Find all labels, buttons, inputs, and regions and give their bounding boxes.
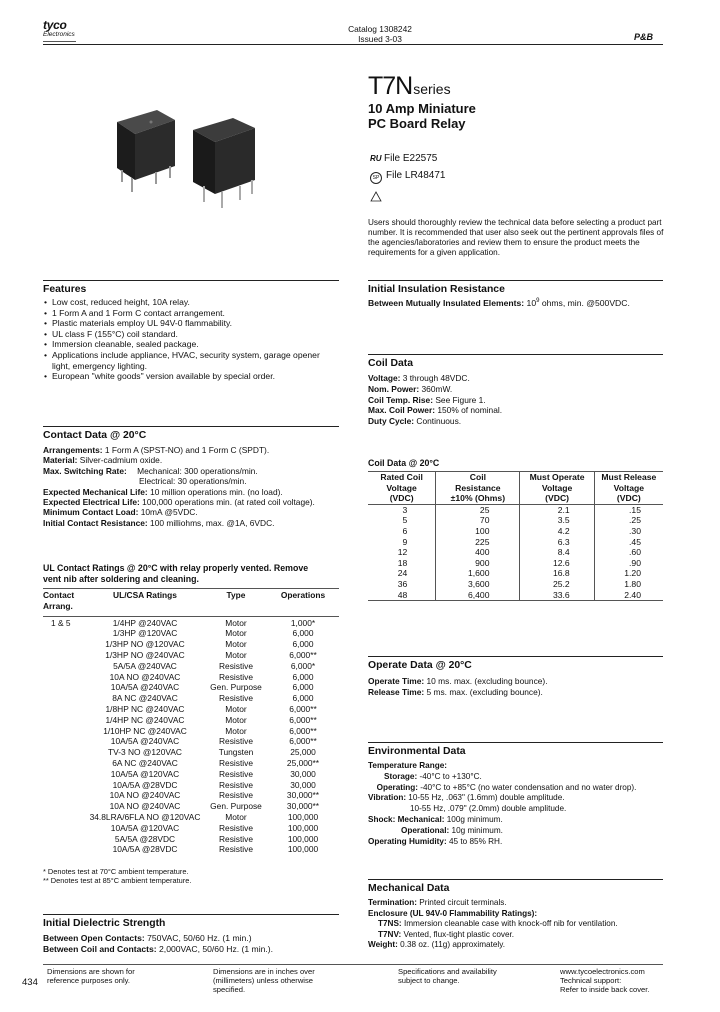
cell-arrangement bbox=[43, 704, 85, 715]
contact-arrangements: Arrangements: 1 Form A (SPST-NO) and 1 Form C (SPDT). bbox=[43, 445, 270, 455]
cell-type: Resistive bbox=[219, 768, 253, 779]
coil-data-table bbox=[368, 472, 663, 601]
env-shock-operational: Operational: 10g minimum. bbox=[401, 825, 503, 835]
cell-operations: 100,000 bbox=[287, 811, 319, 822]
mech-t7ns: T7NS: Immersion cleanable case with knock-off nib for ventilation. bbox=[378, 919, 618, 929]
table-row bbox=[43, 715, 339, 726]
cell-arrangement bbox=[43, 736, 85, 747]
cell-resistance: 900 bbox=[436, 558, 520, 569]
cell-arrangement bbox=[43, 726, 85, 737]
product-name-line1: 10 Amp Miniature bbox=[368, 101, 476, 116]
mech-enclosure: Enclosure (UL 94V-0 Flammability Ratings): bbox=[368, 908, 538, 918]
cell-rated-voltage: 6 bbox=[402, 525, 408, 536]
cell-rating: 10A/5A @28VDC bbox=[112, 844, 178, 855]
cell-must-release: .60 bbox=[594, 547, 663, 558]
cell-must-operate: 12.6 bbox=[520, 558, 594, 569]
contact-data-title: Contact Data @ 20°C bbox=[43, 430, 147, 441]
table-row bbox=[43, 736, 339, 747]
cell-arrangement bbox=[43, 715, 85, 726]
env-temp-range: Temperature Range: bbox=[368, 761, 448, 770]
ul-recognized-icon: RU bbox=[370, 154, 382, 163]
cell-resistance: 400 bbox=[436, 547, 520, 558]
cell-type: Resistive bbox=[219, 790, 253, 801]
issue-date: Issued 3-03 bbox=[358, 34, 402, 44]
table-row bbox=[43, 801, 339, 812]
cell-operations: 6,000** bbox=[289, 714, 317, 725]
cell-rating: 10A/5A @120VAC bbox=[110, 822, 180, 833]
cell-arrangement bbox=[43, 661, 85, 672]
table-row bbox=[43, 726, 339, 737]
cell-arrangement bbox=[43, 682, 85, 693]
cell-operations: 6,000 bbox=[292, 671, 314, 682]
table-row bbox=[43, 650, 339, 661]
cell-must-operate: 16.8 bbox=[520, 568, 594, 579]
cell-must-release: .30 bbox=[594, 526, 663, 537]
ul-table-body bbox=[43, 618, 339, 856]
table-row bbox=[43, 639, 339, 650]
cell-operations: 100,000 bbox=[287, 844, 319, 855]
dielectric-open-contacts: Between Open Contacts: 750VAC, 50/60 Hz. (1 min.) bbox=[43, 933, 252, 943]
cell-type: Resistive bbox=[219, 736, 253, 747]
cell-must-release: 1.20 bbox=[594, 568, 663, 579]
cell-arrangement bbox=[43, 672, 85, 683]
coil-table-header bbox=[368, 472, 663, 504]
coil-temp-rise: Coil Temp. Rise: See Figure 1. bbox=[368, 394, 486, 405]
cell-rating: 1/4HP NC @240VAC bbox=[105, 714, 185, 725]
cell-rating: 34.8LRA/6FLA NO @120VAC bbox=[89, 811, 201, 822]
col-contact-arrang: Contact Arrang. bbox=[43, 590, 75, 611]
cell-resistance: 25 bbox=[436, 504, 520, 515]
table-row bbox=[43, 844, 339, 855]
mech-termination: Termination: Printed circuit terminals. bbox=[368, 898, 507, 907]
env-operating: Operating: -40°C to +85°C (no water condensation and no water drop). bbox=[376, 782, 637, 792]
cell-arrangement bbox=[43, 812, 85, 823]
series-title bbox=[368, 72, 451, 103]
env-vibration: Vibration: 10-55 Hz, .063" (1.6mm) double amplitude. bbox=[368, 793, 565, 803]
feature-item: • Low cost, reduced height, 10A relay. bbox=[43, 297, 333, 308]
cell-rating: TV-3 NO @120VAC bbox=[108, 747, 182, 758]
cell-arrangement bbox=[43, 769, 85, 780]
cell-rating: 5A/5A @240VAC bbox=[113, 660, 177, 671]
cell-operations: 6,000** bbox=[289, 725, 317, 736]
mechanical-list bbox=[368, 898, 668, 951]
approval-ul bbox=[370, 153, 437, 165]
col-ul-csa-ratings: UL/CSA Ratings bbox=[113, 590, 177, 600]
table-row bbox=[368, 579, 663, 590]
cell-arrangement bbox=[43, 790, 85, 801]
table-row bbox=[368, 558, 663, 569]
cell-operations: 6,000 bbox=[292, 639, 314, 650]
relay-right bbox=[193, 118, 255, 208]
disclaimer-line: requirements for a given application. bbox=[368, 248, 500, 257]
cell-type: Resistive bbox=[219, 844, 253, 855]
contact-min-load: Minimum Contact Load: 10mA @5VDC. bbox=[43, 507, 198, 518]
col-must-release: Must Release Voltage (VDC) bbox=[594, 472, 663, 504]
table-row bbox=[368, 537, 663, 548]
cell-must-operate: 6.3 bbox=[520, 537, 594, 548]
footer-rule bbox=[43, 964, 663, 965]
table-row bbox=[368, 568, 663, 579]
col-operations: Operations bbox=[280, 590, 326, 600]
cell-type: Resistive bbox=[219, 833, 253, 844]
feature-item: • 1 Form A and 1 Form C contact arrangement. bbox=[43, 308, 333, 319]
cell-rating: 10A/5A @28VDC bbox=[112, 779, 178, 790]
cell-must-operate: 3.5 bbox=[520, 515, 594, 526]
relay-product-photo bbox=[95, 92, 275, 212]
page-number: 434 bbox=[22, 977, 38, 988]
cell-rating: 10A NO @240VAC bbox=[109, 671, 181, 682]
table-row bbox=[43, 628, 339, 639]
environmental-rule bbox=[368, 742, 663, 743]
cell-rating: 1/4HP @240VAC bbox=[112, 617, 178, 628]
cell-type: Motor bbox=[225, 649, 247, 660]
table-row bbox=[368, 515, 663, 526]
footer-spec-note: Specifications and availability subject to change. bbox=[398, 967, 497, 985]
mech-t7nv: T7NV: Vented, flux-tight plastic cover. bbox=[378, 929, 515, 939]
footer-dimensions-note: Dimensions are shown for reference purposes only. bbox=[47, 967, 135, 985]
cell-resistance: 3,600 bbox=[436, 579, 520, 590]
cell-arrangement bbox=[43, 834, 85, 845]
table-row bbox=[43, 823, 339, 834]
footer-support: www.tycoelectronics.com Technical support: Refer to inside back cover. bbox=[560, 967, 650, 994]
cell-arrangement bbox=[43, 650, 85, 661]
cell-operations: 6,000* bbox=[290, 660, 316, 671]
insulation-title: Initial Insulation Resistance bbox=[368, 284, 505, 295]
table-row bbox=[43, 812, 339, 823]
cell-operations: 25,000** bbox=[286, 757, 320, 768]
cell-operations: 100,000 bbox=[287, 833, 319, 844]
logo-text: tyco bbox=[43, 18, 67, 32]
cell-arrangement bbox=[43, 823, 85, 834]
ul-table-top-rule bbox=[43, 588, 339, 589]
relay-left bbox=[117, 110, 175, 192]
table-row bbox=[43, 790, 339, 801]
cell-rated-voltage: 36 bbox=[397, 578, 408, 589]
cell-must-release: .15 bbox=[594, 504, 663, 515]
cell-operations: 6,000 bbox=[292, 693, 314, 704]
operate-rule bbox=[368, 656, 663, 657]
cell-rating: 1/8HP NC @240VAC bbox=[105, 703, 185, 714]
col-type: Type bbox=[226, 590, 246, 600]
release-time: Release Time: 5 ms. max. (excluding bounce). bbox=[368, 687, 543, 697]
dielectric-coil-contacts: Between Coil and Contacts: 2,000VAC, 50/60 Hz. (1 min.). bbox=[43, 944, 274, 954]
operate-time: Operate Time: 10 ms. max. (excluding bounce). bbox=[368, 676, 548, 686]
table-row bbox=[368, 590, 663, 601]
table-row bbox=[43, 618, 339, 629]
feature-item: • Applications include appliance, HVAC, security system, garage opener light, emergency lighting. bbox=[43, 350, 327, 371]
ul-ratings-table bbox=[43, 590, 339, 855]
cell-type: Motor bbox=[225, 725, 247, 736]
cell-rating: 1/10HP NC @240VAC bbox=[103, 725, 187, 736]
insulation-rule bbox=[368, 280, 663, 281]
cell-arrangement bbox=[43, 801, 85, 812]
cell-operations: 6,000** bbox=[289, 736, 317, 747]
ul-table-notes bbox=[43, 867, 191, 886]
cell-rating: 10A NO @240VAC bbox=[109, 790, 181, 801]
table-row bbox=[368, 526, 663, 537]
footer-units-note: Dimensions are in inches over (millimeters) unless otherwise specified. bbox=[213, 967, 315, 994]
table-row bbox=[43, 672, 339, 683]
cell-rated-voltage: 3 bbox=[368, 504, 436, 515]
disclaimer bbox=[368, 218, 663, 258]
contact-mechanical-life: Expected Mechanical Life: 10 million operations min. (no load). bbox=[43, 486, 283, 497]
table-row bbox=[43, 704, 339, 715]
cell-must-operate: 2.1 bbox=[520, 504, 594, 515]
coil-table-title: Coil Data @ 20°C bbox=[368, 458, 440, 468]
env-vibration-2: 10-55 Hz, .079" (2.0mm) double amplitude. bbox=[410, 804, 567, 814]
cell-resistance: 100 bbox=[436, 526, 520, 537]
cell-type: Motor bbox=[225, 714, 247, 725]
cell-must-release: .45 bbox=[594, 537, 663, 548]
note-70c: * Denotes test at 70°C ambient temperature. bbox=[43, 867, 189, 876]
col-rated-voltage: Rated Coil Voltage (VDC) bbox=[380, 472, 423, 504]
cell-type: Resistive bbox=[219, 822, 253, 833]
cell-type: Gen. Purpose bbox=[210, 682, 262, 693]
coil-duty-cycle: Duty Cycle: Continuous. bbox=[368, 416, 462, 427]
col-coil-resistance: Coil Resistance ±10% (Ohms) bbox=[436, 472, 520, 504]
cell-rating: 1/3HP NO @240VAC bbox=[105, 649, 185, 660]
website-link[interactable]: www.tycoelectronics.com bbox=[560, 967, 645, 976]
cell-must-operate: 4.2 bbox=[520, 526, 594, 537]
cell-arrangement bbox=[43, 639, 85, 650]
disclaimer-line: Users should thoroughly review the technical data before selecting a product part bbox=[368, 218, 662, 227]
cell-operations: 30,000** bbox=[286, 801, 320, 812]
contact-resistance: Initial Contact Resistance: 100 milliohms, max. @1A, 6VDC. bbox=[43, 517, 275, 528]
mechanical-rule bbox=[368, 879, 663, 880]
coil-table-body bbox=[368, 504, 663, 600]
catalog-info bbox=[320, 24, 440, 44]
product-name-line2: PC Board Relay bbox=[368, 116, 466, 131]
env-shock-mechanical: Shock: Mechanical: 100g minimum. bbox=[368, 814, 503, 824]
csa-icon: SP bbox=[370, 172, 382, 184]
cell-type: Motor bbox=[225, 628, 247, 639]
cell-must-operate: 33.6 bbox=[520, 590, 594, 601]
features-title: Features bbox=[43, 284, 87, 295]
environmental-title: Environmental Data bbox=[368, 746, 466, 757]
feature-item: • UL class F (155°C) coil standard. bbox=[43, 329, 333, 340]
cell-must-release: 2.40 bbox=[594, 590, 663, 601]
cell-arrangement bbox=[43, 780, 85, 791]
cell-must-release: .25 bbox=[594, 515, 663, 526]
table-row bbox=[43, 780, 339, 791]
cell-rating: 6A NC @240VAC bbox=[112, 757, 178, 768]
logo-underline bbox=[43, 41, 76, 42]
coil-data-list bbox=[368, 373, 502, 427]
features-rule bbox=[43, 280, 339, 281]
cell-rated-voltage: 24 bbox=[397, 568, 408, 579]
cell-rated-voltage: 9 bbox=[402, 536, 408, 547]
feature-item: • European "white goods" version available by special order. bbox=[43, 371, 333, 382]
series-word: series bbox=[413, 81, 451, 97]
cell-type: Motor bbox=[225, 639, 247, 650]
coil-data-title: Coil Data bbox=[368, 358, 414, 369]
table-row bbox=[43, 747, 339, 758]
cell-arrangement bbox=[43, 844, 85, 855]
cell-type: Resistive bbox=[219, 693, 253, 704]
cell-must-operate: 8.4 bbox=[520, 547, 594, 558]
table-row bbox=[43, 758, 339, 769]
cell-must-release: 1.80 bbox=[594, 579, 663, 590]
feature-item: • Plastic materials employ UL 94V-0 flammability. bbox=[43, 318, 333, 329]
col-must-operate: Must Operate Voltage (VDC) bbox=[520, 472, 594, 504]
env-humidity: Operating Humidity: 45 to 85% RH. bbox=[368, 836, 503, 846]
cell-operations: 1,000* bbox=[290, 617, 316, 628]
operate-list bbox=[368, 676, 548, 698]
cell-must-operate: 25.2 bbox=[520, 579, 594, 590]
coil-data-rule bbox=[368, 354, 663, 355]
ul-table-header bbox=[43, 590, 339, 612]
coil-max-power: Max. Coil Power: 150% of nominal. bbox=[368, 405, 503, 416]
contact-material: Material: Silver-cadmium oxide. bbox=[43, 455, 163, 466]
cell-rating: 8A NC @240VAC bbox=[112, 693, 178, 704]
features-list bbox=[43, 297, 333, 382]
cell-resistance: 225 bbox=[436, 537, 520, 548]
cell-rated-voltage: 48 bbox=[368, 590, 436, 601]
ul-ratings-title-line2: vent nib after soldering and cleaning. bbox=[43, 574, 199, 584]
csa-file-number: File LR48471 bbox=[386, 170, 446, 181]
cell-operations: 30,000 bbox=[290, 779, 316, 790]
cell-operations: 30,000 bbox=[290, 768, 316, 779]
table-row bbox=[368, 547, 663, 558]
cell-type: Resistive bbox=[219, 757, 253, 768]
cell-type: Resistive bbox=[219, 660, 253, 671]
disclaimer-line: the agencies/laboratories and review them to ensure the product meets the bbox=[368, 238, 640, 247]
cell-resistance: 6,400 bbox=[436, 590, 520, 601]
operate-title: Operate Data @ 20°C bbox=[368, 660, 472, 671]
tyco-logo bbox=[43, 19, 75, 38]
cell-operations: 25,000 bbox=[290, 747, 316, 758]
contact-data-rule bbox=[43, 426, 339, 427]
brand-mark: P&B bbox=[634, 32, 654, 42]
cell-resistance: 70 bbox=[436, 515, 520, 526]
cell-operations: 6,000** bbox=[289, 703, 317, 714]
approval-csa bbox=[370, 170, 445, 184]
cell-type: Resistive bbox=[219, 779, 253, 790]
cell-arrangement bbox=[43, 693, 85, 704]
cell-rated-voltage: 5 bbox=[402, 515, 408, 526]
cell-rating: 10A/5A @240VAC bbox=[110, 682, 180, 693]
table-row bbox=[43, 682, 339, 693]
mech-weight: Weight: 0.38 oz. (11g) approximately. bbox=[368, 940, 505, 950]
environmental-list bbox=[368, 761, 668, 847]
cell-arrangement bbox=[43, 758, 85, 769]
contact-data-list bbox=[43, 445, 339, 528]
ul-ratings-title bbox=[43, 563, 308, 585]
feature-item: • Immersion cleanable, sealed package. bbox=[43, 339, 333, 350]
cell-arrangement: 1 & 5 bbox=[51, 617, 71, 628]
cell-type: Resistive bbox=[219, 671, 253, 682]
note-85c: ** Denotes test at 85°C ambient temperature. bbox=[43, 876, 192, 886]
cell-operations: 6,000 bbox=[292, 628, 314, 639]
ul-file-number: File E22575 bbox=[384, 153, 438, 164]
cell-arrangement bbox=[43, 628, 85, 639]
disclaimer-line: number. It is recommended that user also seek out the pertinent approvals files of bbox=[368, 228, 664, 237]
cell-operations: 100,000 bbox=[287, 822, 319, 833]
contact-switching-rate: Max. Switching Rate: Mechanical: 300 operations/min. bbox=[43, 465, 258, 476]
logo-subtext: Electronics bbox=[43, 31, 75, 38]
cell-arrangement bbox=[43, 747, 85, 758]
cell-rated-voltage: 12 bbox=[397, 547, 408, 558]
cell-rating: 10A NO @240VAC bbox=[109, 801, 181, 812]
dielectric-rule bbox=[43, 914, 339, 915]
warning-triangle-icon bbox=[370, 191, 382, 202]
header-rule bbox=[43, 44, 663, 45]
product-name bbox=[368, 101, 476, 131]
coil-nom-power: Nom. Power: 360mW. bbox=[368, 383, 453, 394]
cell-operations: 6,000 bbox=[292, 682, 314, 693]
cell-rating: 10A/5A @120VAC bbox=[110, 768, 180, 779]
table-row bbox=[43, 769, 339, 780]
cell-rating: 1/3HP NO @120VAC bbox=[105, 639, 185, 650]
ul-ratings-title-line1: UL Contact Ratings @ 20°C with relay properly vented. Remove bbox=[43, 563, 309, 573]
contact-electrical-life: Expected Electrical Life: 100,000 operations min. (at rated coil voltage). bbox=[43, 497, 315, 508]
cell-rating: 5A/5A @28VDC bbox=[114, 833, 176, 844]
cell-operations: 30,000** bbox=[286, 790, 320, 801]
cell-type: Motor bbox=[225, 811, 247, 822]
cell-type: Motor bbox=[225, 703, 247, 714]
cell-resistance: 1,600 bbox=[436, 568, 520, 579]
contact-switching-rate-electrical: Electrical: 30 operations/min. bbox=[139, 476, 247, 487]
catalog-number: Catalog 1308242 bbox=[348, 24, 412, 34]
table-row bbox=[43, 693, 339, 704]
table-row bbox=[43, 834, 339, 845]
cell-type: Tungsten bbox=[218, 747, 254, 758]
cell-rated-voltage: 18 bbox=[397, 557, 408, 568]
cell-type: Gen. Purpose bbox=[210, 801, 262, 812]
dielectric-list bbox=[43, 933, 273, 955]
env-storage: Storage: -40°C to +130°C. bbox=[384, 771, 482, 781]
coil-voltage: Voltage: 3 through 48VDC. bbox=[368, 373, 470, 383]
cell-type: Motor bbox=[225, 617, 247, 628]
cell-rating: 1/3HP @120VAC bbox=[112, 628, 178, 639]
cell-rating: 10A/5A @240VAC bbox=[110, 736, 180, 747]
table-row bbox=[43, 661, 339, 672]
cell-must-release: .90 bbox=[594, 558, 663, 569]
cell-operations: 6,000** bbox=[289, 649, 317, 660]
dielectric-title: Initial Dielectric Strength bbox=[43, 918, 166, 929]
mechanical-title: Mechanical Data bbox=[368, 883, 450, 894]
insulation-value: Between Mutually Insulated Elements: $10^9$ ohms, min. @500VDC. bbox=[368, 298, 630, 308]
table-row bbox=[368, 504, 663, 515]
series-name: T7N bbox=[368, 72, 413, 100]
